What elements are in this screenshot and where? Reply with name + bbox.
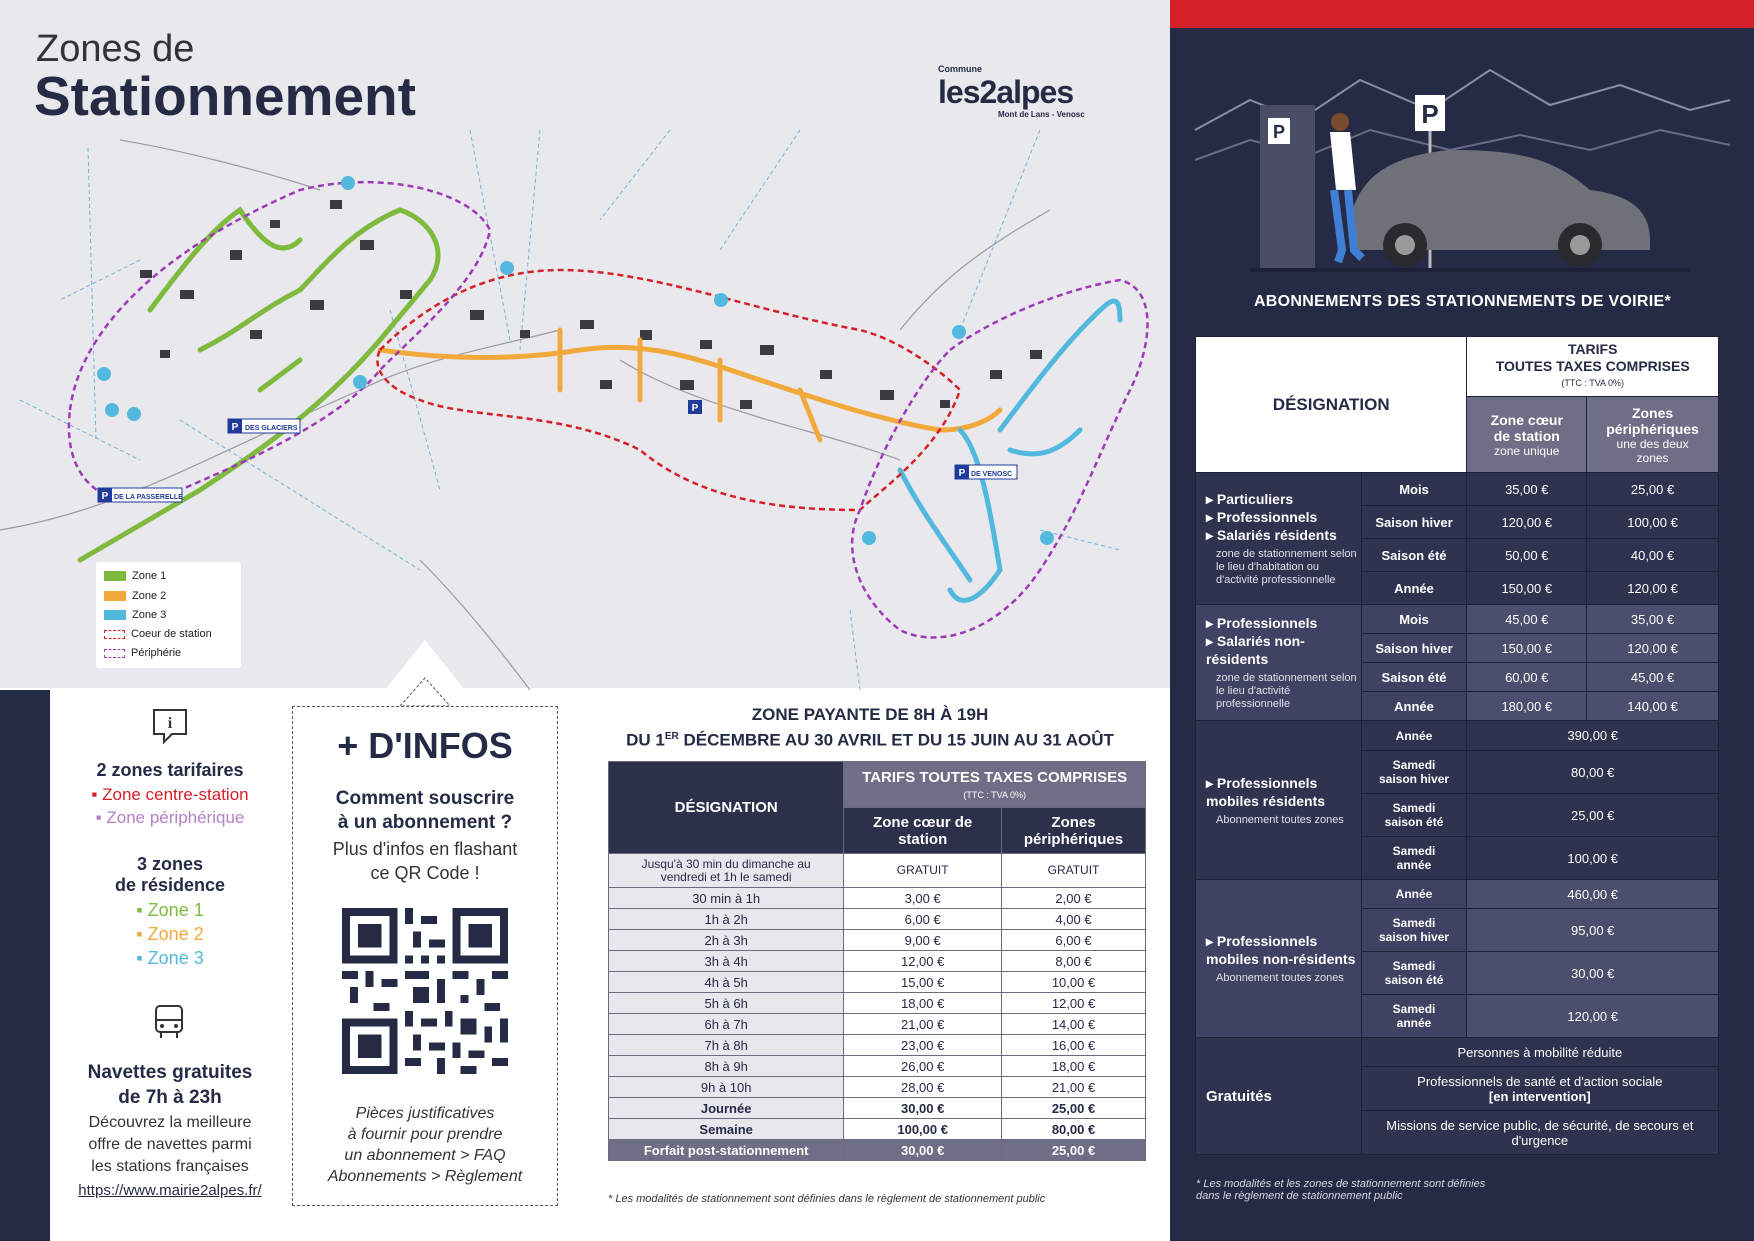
row-peripherique-price: 6,00 € [1002,930,1146,951]
row-price: 390,00 € [1467,721,1719,751]
row-designation: 8h à 9h [609,1056,844,1077]
qr-instruction: Plus d'infos en flashant ce QR Code ! [332,839,518,883]
subscribe-question: Comment souscrire à un abonnement ? [335,788,515,833]
info-speech-icon [150,706,190,746]
more-info-title: + D'INFOS [337,725,513,766]
row-period: Mois [1361,473,1467,506]
residence-zone-3: ▪ Zone 3 [136,948,204,968]
row-coeur-price: 45,00 € [1467,605,1587,634]
legend-label: Zone 2 [132,590,167,602]
row-coeur-price: 100,00 € [844,1119,1002,1140]
category-note: zone de stationnement selon le lieu d'activité professionnelle [1216,672,1357,710]
table-header-designation: DÉSIGNATION [1196,337,1467,473]
table-row [609,993,1146,1014]
svg-text:P: P [231,422,239,433]
svg-text:i: i [167,715,173,732]
row-period: Samedi année [1361,995,1467,1038]
category-label: ▸ Professionnels [1206,615,1318,631]
row-coeur-price: 150,00 € [1467,634,1587,663]
row-price: 460,00 € [1467,880,1719,909]
row-designation: Semaine [609,1119,844,1140]
category-label: ▸ Salariés résidents [1206,527,1337,543]
row-price: 25,00 € [1467,794,1719,837]
parking-venosc-marker [955,465,1017,479]
row-period: Saison été [1361,539,1467,572]
row-coeur-price: 35,00 € [1467,473,1587,506]
row-coeur-price: GRATUIT [844,854,1002,888]
row-period: Année [1361,721,1467,751]
row-period: Samedi année [1361,837,1467,880]
shuttle-bus-icon [152,1004,186,1040]
navette-text: Découvrez la meilleure offre de navettes parmi les stations françaises [88,1114,252,1175]
documents-note: Pièces justificatives à fournir pour prendre un abonnement > FAQ Abonnements > Règlement [327,1105,523,1185]
table-header-tarifs: TARIFS TOUTES TAXES COMPRISES (TTC : TVA 0%) [1467,337,1719,397]
legend-label: Coeur de station [131,628,212,640]
tarif-zone-centre: ▪ Zone centre-station [91,785,249,804]
row-coeur-price: 23,00 € [844,1035,1002,1056]
table-row [1196,721,1719,751]
row-designation: 5h à 6h [609,993,844,1014]
row-designation: 9h à 10h [609,1077,844,1098]
svg-text:P: P [1421,99,1439,129]
row-period: Saison hiver [1361,634,1467,663]
row-coeur-price: 15,00 € [844,972,1002,993]
row-coeur-price: 150,00 € [1467,572,1587,605]
legend-item-peripherie [104,645,181,661]
svg-text:P: P [958,468,966,479]
row-peripherique-price: 2,00 € [1002,888,1146,909]
row-peripherique-price: 120,00 € [1587,634,1719,663]
parking-passerelle-marker [98,488,183,502]
row-designation: 1h à 2h [609,909,844,930]
row-coeur-price: 50,00 € [1467,539,1587,572]
row-designation: 3h à 4h [609,951,844,972]
category-cell [1196,721,1362,880]
parking-illustration [1190,50,1735,280]
row-designation: Journée [609,1098,844,1119]
category-label: ▸ Particuliers [1206,491,1294,507]
row-peripherique-price: 12,00 € [1002,993,1146,1014]
paid-zone-table-body [609,854,1146,1161]
row-peripherique-price: 10,00 € [1002,972,1146,993]
row-coeur-price: 3,00 € [844,888,1002,909]
parking-passerelle-label: DE LA PASSERELLE [114,494,183,501]
row-peripherique-price: 4,00 € [1002,909,1146,930]
table-row [1196,880,1719,909]
parking-glaciers-marker [228,419,300,433]
table-header-designation: DÉSIGNATION [609,762,844,854]
zone3-swatch-icon [104,610,126,620]
paid-zone-heading: ZONE PAYANTE DE 8H À 19H DU 1ER DÉCEMBRE AU 30 AVRIL ET DU 15 JUIN AU 31 AOÛT [626,705,1114,750]
table-row [1196,473,1719,506]
zone3-roads [900,301,1120,600]
tarif-zones-title: 2 zones tarifaires [96,760,244,780]
peripherie-dashed-swatch-icon [104,649,125,658]
navette-title: Navettes gratuites de 7h à 23h [87,1062,253,1108]
row-peripherique-price: 25,00 € [1002,1140,1146,1161]
row-price: 95,00 € [1467,909,1719,952]
row-peripherique-price: 40,00 € [1587,539,1719,572]
table-row [609,888,1146,909]
navette-website-link[interactable]: https://www.mairie2alpes.fr/ [78,1182,262,1199]
parking-venosc-label: DE VENOSC [971,471,1013,478]
table-row [609,951,1146,972]
qr-code[interactable] [342,908,508,1074]
commune-logo [938,62,1118,124]
row-designation: Jusqu'à 30 min du dimanche au vendredi et 1h le samedi [609,854,844,888]
row-period: Année [1361,692,1467,721]
legend-label: Périphérie [131,647,182,659]
paid-zone-rates-table [608,761,1146,1161]
category-label: ▸ Professionnels mobiles résidents [1206,774,1326,809]
gratuite-item: Professionnels de santé et d'action sociale [en intervention] [1361,1067,1718,1111]
tarif-zone-peripherique: ▪ Zone périphérique [95,808,245,827]
table-row [609,1140,1146,1161]
row-coeur-price: 26,00 € [844,1056,1002,1077]
subscriptions-rates-table [1195,336,1719,1155]
category-note: Abonnement toutes zones [1216,972,1344,984]
table-row [609,1077,1146,1098]
category-note: Abonnement toutes zones [1216,813,1344,826]
legend-item-zone3 [104,607,166,623]
logo-commune-label: Commune [938,64,983,74]
row-designation: 30 min à 1h [609,888,844,909]
table-row [609,972,1146,993]
row-coeur-price: 60,00 € [1467,663,1587,692]
residence-zone-1: ▪ Zone 1 [136,900,204,920]
table-row [609,1056,1146,1077]
row-period: Saison été [1361,663,1467,692]
row-price: 80,00 € [1467,751,1719,794]
row-period: Samedi saison été [1361,952,1467,995]
row-coeur-price: 30,00 € [844,1098,1002,1119]
table-row [609,1014,1146,1035]
table-row [609,909,1146,930]
row-peripherique-price: 25,00 € [1587,473,1719,506]
title-line-2: Stationnement [34,65,416,127]
logo-subtitle: Mont de Lans - Venosc [998,110,1085,119]
parking-glaciers-label: DES GLACIERS [245,425,298,432]
row-coeur-price: 21,00 € [844,1014,1002,1035]
table-header-coeur: Zone cœur de station [844,808,1002,854]
row-coeur-price: 9,00 € [844,930,1002,951]
row-period: Samedi saison hiver [1361,909,1467,952]
row-designation: 4h à 5h [609,972,844,993]
svg-text:P: P [101,491,109,502]
residence-zone-2: ▪ Zone 2 [136,924,204,944]
legend-item-zone1 [104,568,166,584]
row-peripherique-price: 120,00 € [1587,572,1719,605]
zone1-roads [80,210,438,560]
row-designation: 2h à 3h [609,930,844,951]
category-cell [1196,605,1362,721]
category-note: zone de stationnement selon le lieu d'habitation ou d'activité professionnelle [1216,548,1357,586]
row-peripherique-price: 25,00 € [1002,1098,1146,1119]
row-peripherique-price: 35,00 € [1587,605,1719,634]
category-label: ▸ Salariés non-résidents [1206,633,1305,667]
row-peripherique-price: GRATUIT [1002,854,1146,888]
row-price: 30,00 € [1467,952,1719,995]
subscriptions-heading: ABONNEMENTS DES STATIONNEMENTS DE VOIRIE* [1253,293,1672,310]
row-peripherique-price: 140,00 € [1587,692,1719,721]
row-coeur-price: 18,00 € [844,993,1002,1014]
row-price: 100,00 € [1467,837,1719,880]
row-peripherique-price: 14,00 € [1002,1014,1146,1035]
logo-wordmark: les2alpes [938,74,1074,110]
legend-label: Zone 3 [132,609,167,621]
row-coeur-price: 12,00 € [844,951,1002,972]
table-row [609,1035,1146,1056]
row-peripherique-price: 80,00 € [1002,1119,1146,1140]
category-cell [1196,473,1362,605]
svg-text:P: P [691,403,699,414]
row-peripherique-price: 16,00 € [1002,1035,1146,1056]
map-legend [96,562,241,668]
subscriptions-footnote: * Les modalités et les zones de stationnement sont définies dans le règlement de stationnement public [1196,1178,1486,1202]
table-row [1196,605,1719,634]
row-peripherique-price: 45,00 € [1587,663,1719,692]
row-peripherique-price: 100,00 € [1587,506,1719,539]
row-period: Saison hiver [1361,506,1467,539]
table-row [609,854,1146,888]
category-label: ▸ Professionnels [1206,509,1318,525]
zone2-swatch-icon [104,591,126,601]
row-period: Samedi saison hiver [1361,751,1467,794]
row-period: Mois [1361,605,1467,634]
residence-zones-title: 3 zones de résidence [114,854,226,895]
row-period: Samedi saison été [1361,794,1467,837]
row-period: Année [1361,880,1467,909]
row-coeur-price: 120,00 € [1467,506,1587,539]
row-peripherique-price: 8,00 € [1002,951,1146,972]
table-row [609,1098,1146,1119]
svg-text:P: P [1272,122,1286,142]
legend-item-zone2 [104,588,166,604]
row-designation: Forfait post-stationnement [609,1140,844,1161]
table-row [609,930,1146,951]
dinfos-notch [400,676,450,708]
category-label: ▸ Professionnels mobiles non-résidents [1206,933,1356,967]
gratuite-item: Personnes à mobilité réduite [1361,1038,1718,1067]
table-header-peripherique: Zones périphériques une des deux zones [1587,397,1719,473]
gratuite-item: Missions de service public, de sécurité, de secours et d'urgence [1361,1111,1718,1155]
subscriptions-table-body [1196,473,1719,1155]
gratuites-label: Gratuités [1196,1038,1362,1155]
row-designation: 7h à 8h [609,1035,844,1056]
row-period: Année [1361,572,1467,605]
paid-zone-footnote: * Les modalités de stationnement sont définies dans le règlement de stationnement public [608,1193,1046,1205]
row-coeur-price: 180,00 € [1467,692,1587,721]
parking-centre-marker [688,400,702,414]
table-header-coeur: Zone cœur de station zone unique [1467,397,1587,473]
row-peripherique-price: 21,00 € [1002,1077,1146,1098]
row-designation: 6h à 7h [609,1014,844,1035]
row-coeur-price: 30,00 € [844,1140,1002,1161]
coeur-dashed-swatch-icon [104,630,125,639]
table-header-tarifs: TARIFS TOUTES TAXES COMPRISES (TTC : TVA 0%) [844,762,1146,808]
legend-label: Zone 1 [132,570,167,582]
row-coeur-price: 28,00 € [844,1077,1002,1098]
table-header-peripherique: Zones périphériques [1002,808,1146,854]
table-row [609,1119,1146,1140]
legend-item-coeur [104,626,212,642]
row-price: 120,00 € [1467,995,1719,1038]
category-cell [1196,880,1362,1038]
row-coeur-price: 6,00 € [844,909,1002,930]
table-row [1196,1038,1719,1067]
row-peripherique-price: 18,00 € [1002,1056,1146,1077]
title-line-1: Zones de [36,28,195,70]
zone1-swatch-icon [104,571,126,581]
